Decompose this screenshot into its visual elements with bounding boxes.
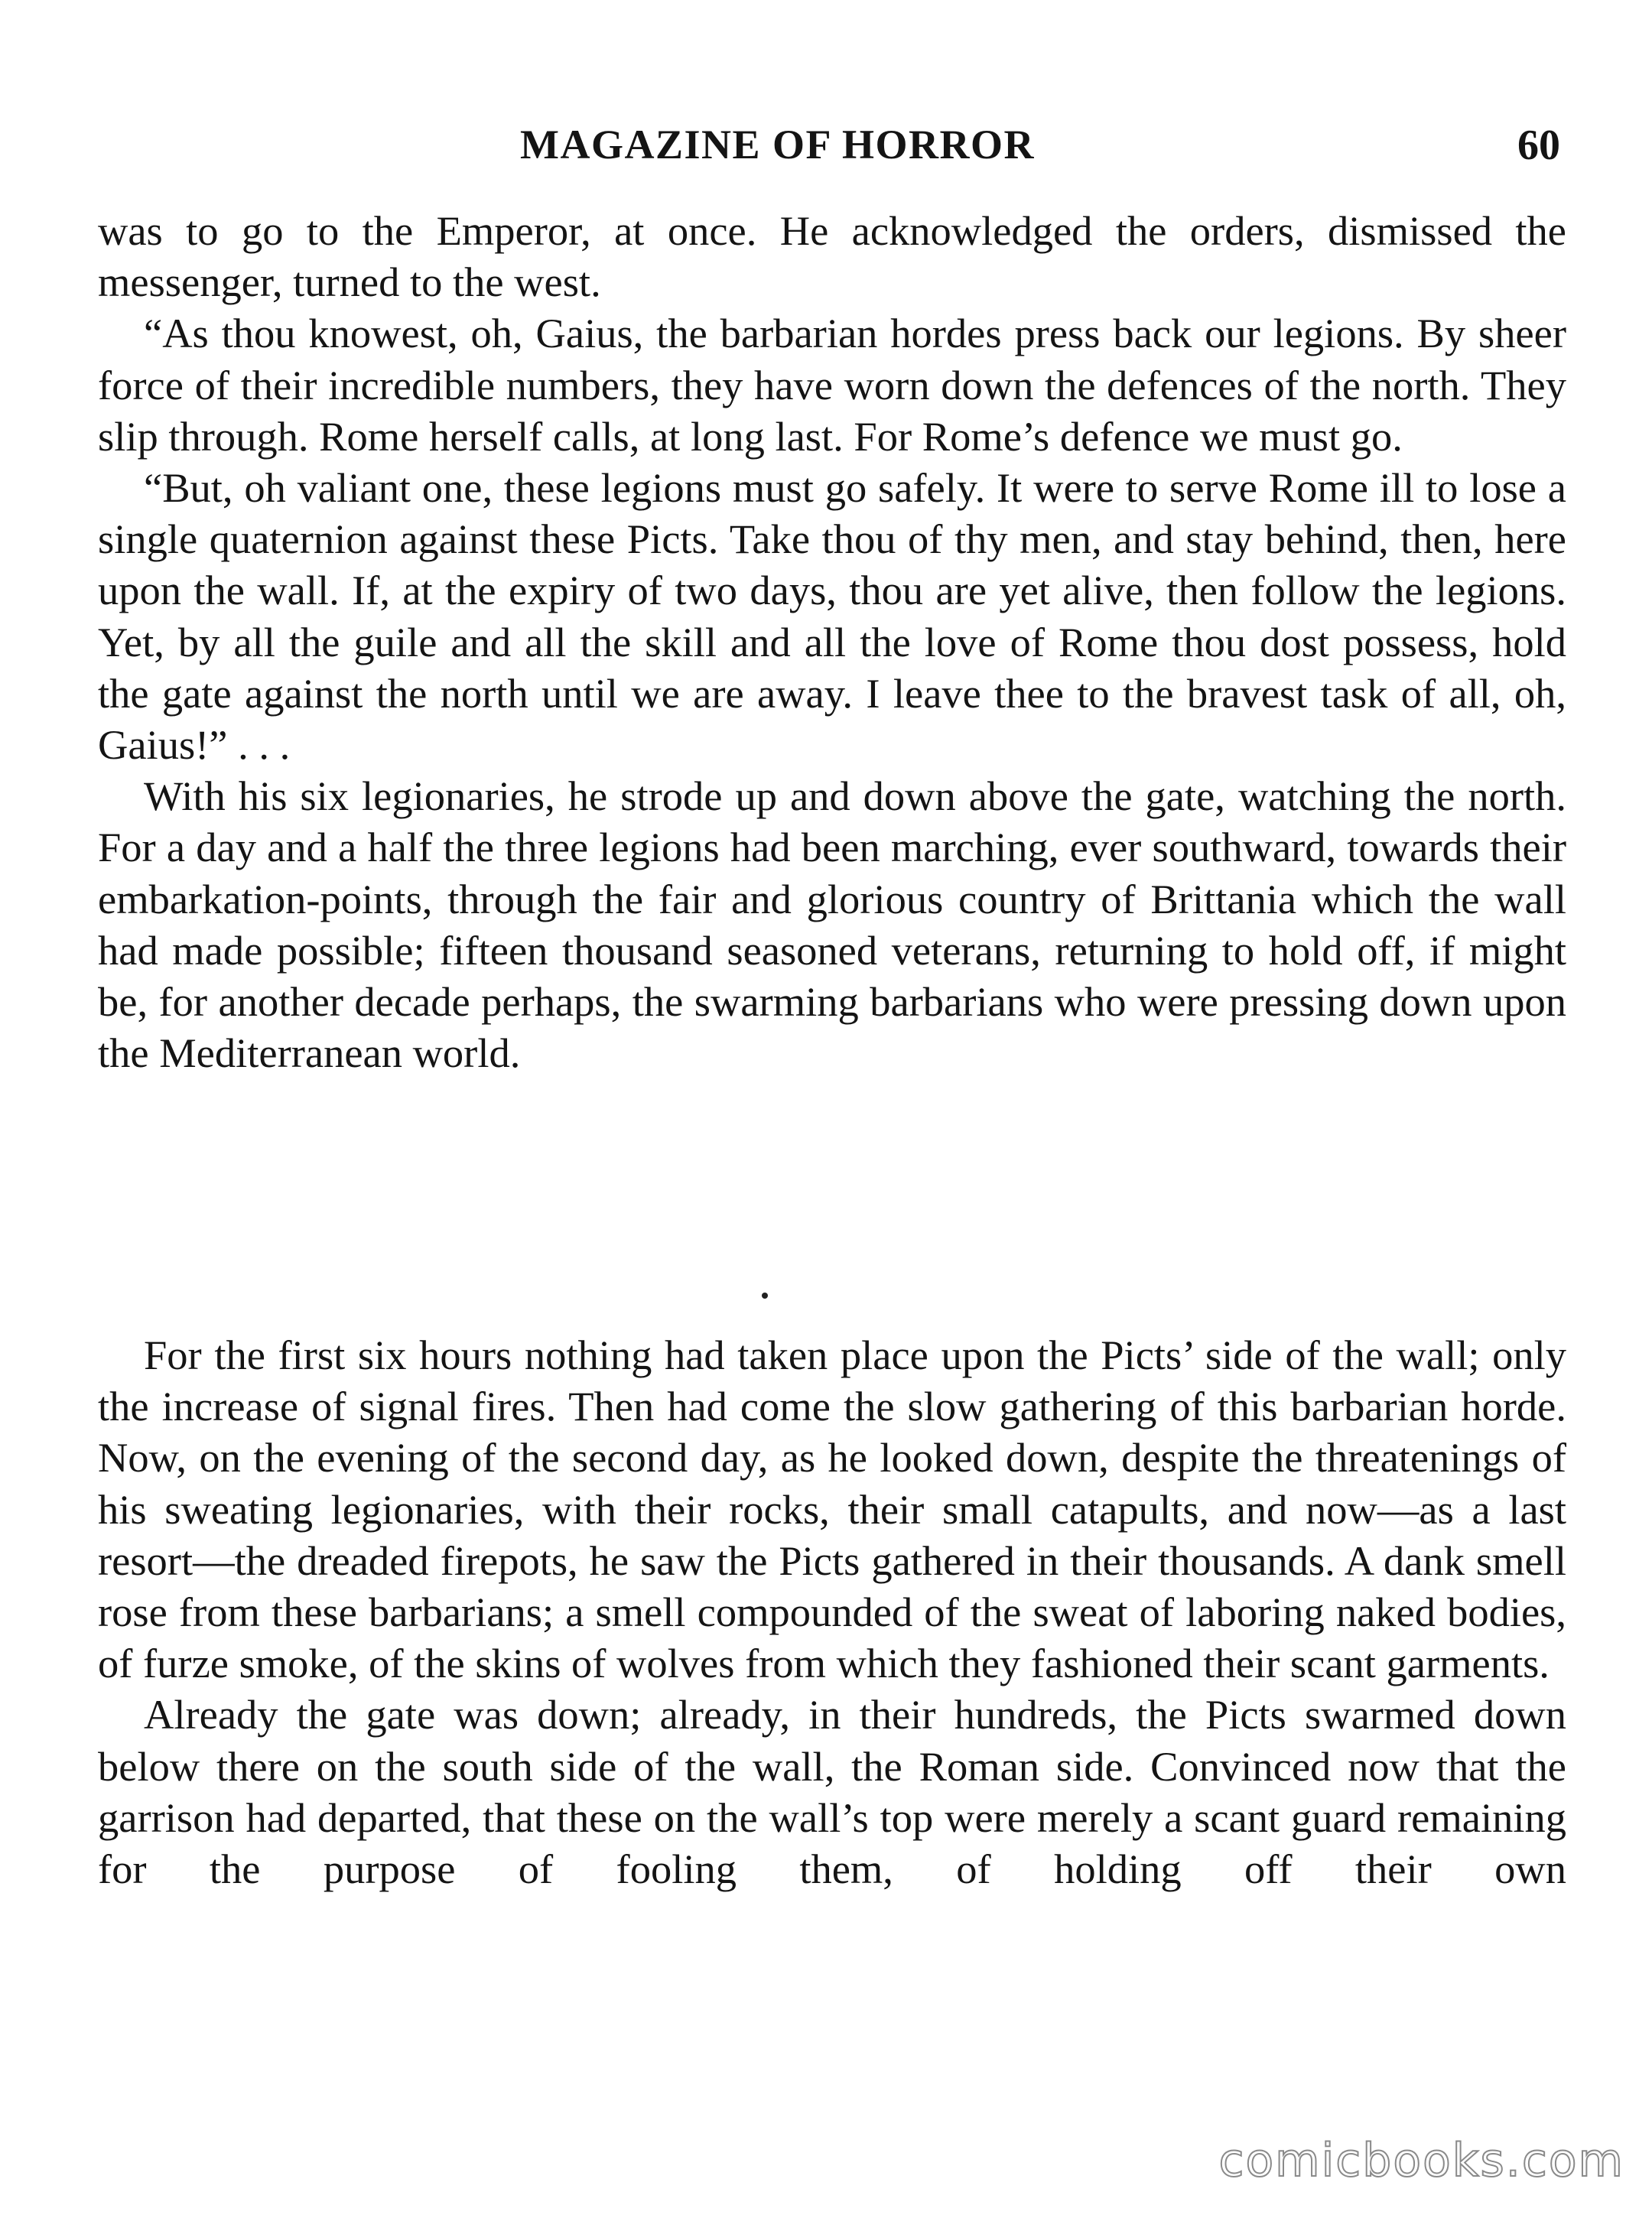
paragraph: For the first six hours nothing had taken place upon the Picts’ side of the wall; only the increase of signal fires. Then had come the slow gathering of this barbarian horde. Now, on the evening of the second day, as he looked down, despite the threatenings of his sweating legionaries, with their rocks, their small catapults, and now—as a last resort—the dreaded firepots, he saw the Picts gathered in their thousands. A dank smell rose from these barbarians; a smell compounded of the sweat of laboring naked bodies, of furze smoke, of the skins of wolves from which they fashioned their scant garments. [98, 1332, 1566, 1687]
magazine-title: MAGAZINE OF HORROR [520, 122, 1035, 167]
paragraph: With his six legionaries, he strode up and down above the gate, watching the north. For a day and a half the three legions had been marching, ever southward, towards their embarkation-points, through the fair and glorious country of Brittania which the wall had made possible; fifteen thousand seasoned veterans, returning to hold off, if might be, for another decade perhaps, the swarming barbarians who were pressing down upon the Mediterranean world. [98, 772, 1566, 1077]
paragraph: “As thou knowest, oh, Gaius, the barbarian hordes press back our legions. By sheer force of their incredible numbers, they have worn down the defences of the north. They slip through. Rome herself calls, at long last. For Rome’s defence we must go. [98, 310, 1566, 460]
paragraph: Already the gate was down; already, in their hundreds, the Picts swarmed down below there on the south side of the wall, the Roman side. Convinced now that the garrison had departed, that these on the wall’s top were merely a scant guard remaining for the purpose of fooling them, of holding off their own [98, 1691, 1566, 1893]
section-break-dot [762, 1293, 768, 1299]
paragraph: “But, oh valiant one, these legions must go safely. It were to serve Rome ill to lose a single quaternion against these Picts. Take thou of thy men, and stay behind, then, here upon the wall. If, at the expiry of two days, thou are yet alive, then follow the legions. Yet, by all the guile and all the skill and all the love of Rome thou dost possess, hold the gate against the north until we are away. I leave thee to the bravest task of all, oh, Gaius!” . . . [98, 464, 1566, 769]
text-block-bottom [98, 1329, 1566, 1894]
paragraph: was to go to the Emperor, at once. He acknowledged the orders, dismissed the messenger, turned to the west. [98, 207, 1566, 306]
running-head [520, 121, 1560, 182]
page-number: 60 [1517, 122, 1560, 169]
site-watermark: comicbooks.com [1218, 2134, 1624, 2187]
text-block-top [98, 205, 1566, 1078]
